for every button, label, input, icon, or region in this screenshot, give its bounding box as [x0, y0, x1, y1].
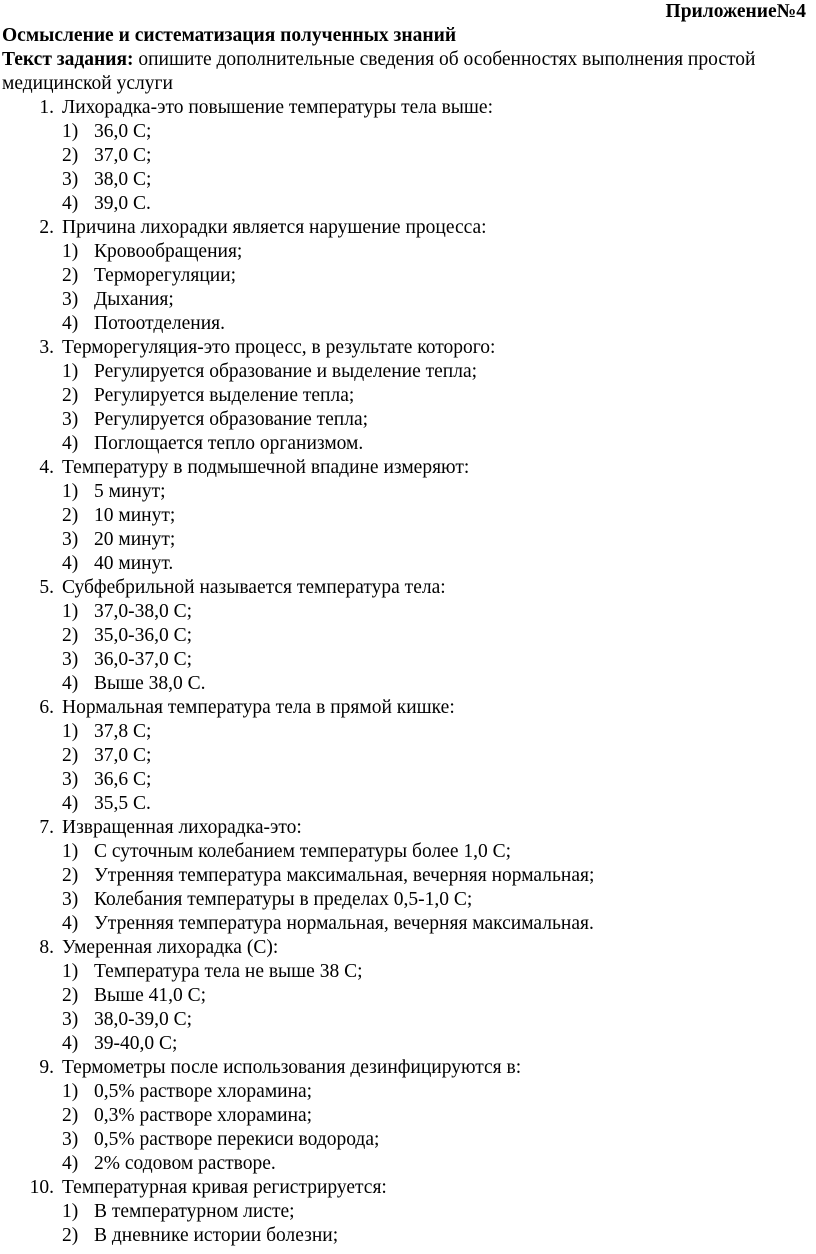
question-number: 8.: [39, 937, 54, 958]
answer-option-number: 4): [62, 1033, 79, 1054]
answer-option-text: 37,0-38,0 С;: [94, 601, 193, 622]
answer-option-text: Регулируется образование тепла;: [94, 409, 369, 430]
answer-option-number: 3): [62, 649, 79, 670]
appendix-label: Приложение№4: [665, 1, 806, 22]
answer-option-number: 1): [62, 241, 79, 262]
answer-option-text: 36,0-37,0 С;: [94, 649, 193, 670]
question-text: Субфебрильной называется температура тела:: [62, 577, 446, 598]
answer-option-text: 5 минут;: [94, 481, 166, 502]
answer-option: [0, 144, 810, 168]
answer-option-text: 40 минут.: [94, 553, 174, 574]
question-line: [0, 696, 810, 720]
answer-option-number: 3): [62, 889, 79, 910]
answer-option-text: 36,6 С;: [94, 769, 152, 790]
answer-option: [0, 1104, 810, 1128]
question-number: 1.: [39, 97, 54, 118]
answer-option: [0, 1200, 810, 1224]
answer-option: [0, 624, 810, 648]
answer-option-text: 39-40,0 С;: [94, 1033, 178, 1054]
task-text: опишите дополнительные сведения об особенностях выполнения простой медицинской услуги: [2, 49, 756, 94]
question-text: Извращенная лихорадка-это:: [62, 817, 302, 838]
answer-option: [0, 384, 810, 408]
question-number: 5.: [39, 577, 54, 598]
answer-option-number: 1): [62, 601, 79, 622]
answer-option-number: 3): [62, 1009, 79, 1030]
question-item: [0, 456, 810, 576]
answer-option: [0, 648, 810, 672]
answer-option-number: 3): [62, 289, 79, 310]
question-text: Температурная кривая регистрируется:: [62, 1177, 387, 1198]
question-number: 3.: [39, 337, 54, 358]
question-line: [0, 816, 810, 840]
answer-option: [0, 504, 810, 528]
answer-option: [0, 744, 810, 768]
answer-option-number: 2): [62, 865, 79, 886]
question-number: 7.: [39, 817, 54, 838]
answer-option-number: 2): [62, 385, 79, 406]
answer-option-number: 1): [62, 1081, 79, 1102]
answer-option: [0, 960, 810, 984]
question-text: Нормальная температура тела в прямой кишке:: [62, 697, 455, 718]
question-text: Причина лихорадки является нарушение процесса:: [62, 217, 487, 238]
answer-option-number: 4): [62, 193, 79, 214]
answer-option-number: 1): [62, 361, 79, 382]
answer-option: [0, 792, 810, 816]
answer-option-text: Поглощается тепло организмом.: [94, 433, 364, 454]
answer-option: [0, 840, 810, 864]
answer-option-number: 3): [62, 529, 79, 550]
answer-option-number: 2): [62, 505, 79, 526]
question-number: 4.: [39, 457, 54, 478]
question-line: [0, 336, 810, 360]
question-number: 10.: [29, 1177, 54, 1198]
answer-option-text: 0,3% растворе хлорамина;: [94, 1105, 313, 1126]
answer-option: [0, 192, 810, 216]
question-text: Умеренная лихорадка (С):: [62, 937, 279, 958]
answer-option-number: 2): [62, 985, 79, 1006]
answer-option-number: 1): [62, 1201, 79, 1222]
answer-option: [0, 1152, 810, 1176]
answer-option-text: 10 минут;: [94, 505, 176, 526]
answer-option: [0, 120, 810, 144]
answer-option-text: 0,5% растворе перекиси водорода;: [94, 1129, 380, 1150]
answer-option-number: 2): [62, 625, 79, 646]
answer-option: [0, 864, 810, 888]
answer-option-number: 3): [62, 1129, 79, 1150]
answer-option-number: 2): [62, 745, 79, 766]
question-line: [0, 216, 810, 240]
answer-option-text: 36,0 С;: [94, 121, 152, 142]
question-text: Терморегуляция-это процесс, в результате которого:: [62, 337, 496, 358]
answer-option-text: 20 минут;: [94, 529, 176, 550]
answer-option-number: 4): [62, 433, 79, 454]
answer-option: [0, 432, 810, 456]
answer-option: [0, 1008, 810, 1032]
answer-option: [0, 528, 810, 552]
answer-option: [0, 264, 810, 288]
answer-option: [0, 312, 810, 336]
answer-option: [0, 408, 810, 432]
answer-option: [0, 480, 810, 504]
answer-option-text: 35,0-36,0 С;: [94, 625, 193, 646]
question-line: [0, 936, 810, 960]
answer-option-text: В температурном листе;: [94, 1201, 295, 1222]
answer-option-text: С суточным колебанием температуры более 1,0 С;: [94, 841, 512, 862]
question-line: [0, 456, 810, 480]
answer-option-text: Выше 38,0 С.: [94, 673, 206, 694]
answer-option-text: Утренняя температура нормальная, вечерняя максимальная.: [94, 913, 594, 934]
question-text: Термометры после использования дезинфицируются в:: [62, 1057, 522, 1078]
answer-option-text: Дыхания;: [94, 289, 174, 310]
answer-option-text: 0,5% растворе хлорамина;: [94, 1081, 313, 1102]
answer-option: [0, 768, 810, 792]
answer-option-text: В дневнике истории болезни;: [94, 1225, 339, 1246]
answer-option-text: 39,0 С.: [94, 193, 151, 214]
answer-option-text: Регулируется выделение тепла;: [94, 385, 355, 406]
answer-option-number: 2): [62, 145, 79, 166]
question-item: [0, 576, 810, 696]
answer-option-text: Кровообращения;: [94, 241, 243, 262]
question-item: [0, 336, 810, 456]
question-line: [0, 1056, 810, 1080]
answer-option-number: 3): [62, 409, 79, 430]
answer-option-number: 1): [62, 481, 79, 502]
answer-option-number: 2): [62, 1105, 79, 1126]
question-item: [0, 216, 810, 336]
answer-option-number: 2): [62, 265, 79, 286]
answer-option-text: 37,0 С;: [94, 145, 152, 166]
document-title: Осмысление и систематизация полученных знаний: [2, 25, 457, 46]
answer-option-number: 4): [62, 793, 79, 814]
question-number: 6.: [39, 697, 54, 718]
question-item: [0, 96, 810, 216]
answer-option-text: Температура тела не выше 38 С;: [94, 961, 363, 982]
answer-option-text: Регулируется образование и выделение тепла;: [94, 361, 478, 382]
answer-option-number: 3): [62, 169, 79, 190]
answer-option: [0, 552, 810, 576]
answer-option-text: Выше 41,0 С;: [94, 985, 207, 1006]
question-item: [0, 1056, 810, 1176]
question-line: [0, 96, 810, 120]
answer-option-text: Терморегуляции;: [94, 265, 237, 286]
question-text: Температуру в подмышечной впадине измеряют:: [62, 457, 470, 478]
question-text: Лихорадка-это повышение температуры тела выше:: [62, 97, 493, 118]
answer-option: [0, 240, 810, 264]
answer-option-text: 2% содовом растворе.: [94, 1153, 276, 1174]
question-line: [0, 576, 810, 600]
answer-option: [0, 888, 810, 912]
answer-option: [0, 672, 810, 696]
answer-option-text: 38,0 С;: [94, 169, 152, 190]
answer-option: [0, 1224, 810, 1248]
answer-option-number: 4): [62, 673, 79, 694]
task-paragraph: [2, 48, 810, 96]
question-list: [0, 96, 810, 1248]
answer-option: [0, 1032, 810, 1056]
answer-option: [0, 600, 810, 624]
answer-option: [0, 168, 810, 192]
question-item: [0, 696, 810, 816]
answer-option-number: 1): [62, 841, 79, 862]
question-number: 9.: [39, 1057, 54, 1078]
answer-option: [0, 288, 810, 312]
answer-option-number: 2): [62, 1225, 79, 1246]
task-label: Текст задания:: [2, 49, 134, 70]
answer-option-number: 1): [62, 121, 79, 142]
question-item: [0, 1176, 810, 1248]
answer-option-number: 4): [62, 553, 79, 574]
answer-option-number: 4): [62, 913, 79, 934]
answer-option-number: 3): [62, 769, 79, 790]
question-number: 2.: [39, 217, 54, 238]
answer-option-text: 37,8 С;: [94, 721, 152, 742]
question-line: [0, 1176, 810, 1200]
answer-option-number: 1): [62, 721, 79, 742]
answer-option-text: Потоотделения.: [94, 313, 226, 334]
answer-option-number: 4): [62, 1153, 79, 1174]
answer-option-text: 38,0-39,0 С;: [94, 1009, 193, 1030]
answer-option: [0, 984, 810, 1008]
answer-option: [0, 912, 810, 936]
answer-option: [0, 1128, 810, 1152]
answer-option-text: Колебания температуры в пределах 0,5-1,0 С;: [94, 889, 473, 910]
answer-option-text: 37,0 С;: [94, 745, 152, 766]
answer-option: [0, 1080, 810, 1104]
answer-option: [0, 360, 810, 384]
answer-option: [0, 720, 810, 744]
answer-option-text: Утренняя температура максимальная, вечерняя нормальная;: [94, 865, 595, 886]
question-item: [0, 816, 810, 936]
answer-option-number: 4): [62, 313, 79, 334]
question-item: [0, 936, 810, 1056]
answer-option-text: 35,5 С.: [94, 793, 151, 814]
answer-option-number: 1): [62, 961, 79, 982]
